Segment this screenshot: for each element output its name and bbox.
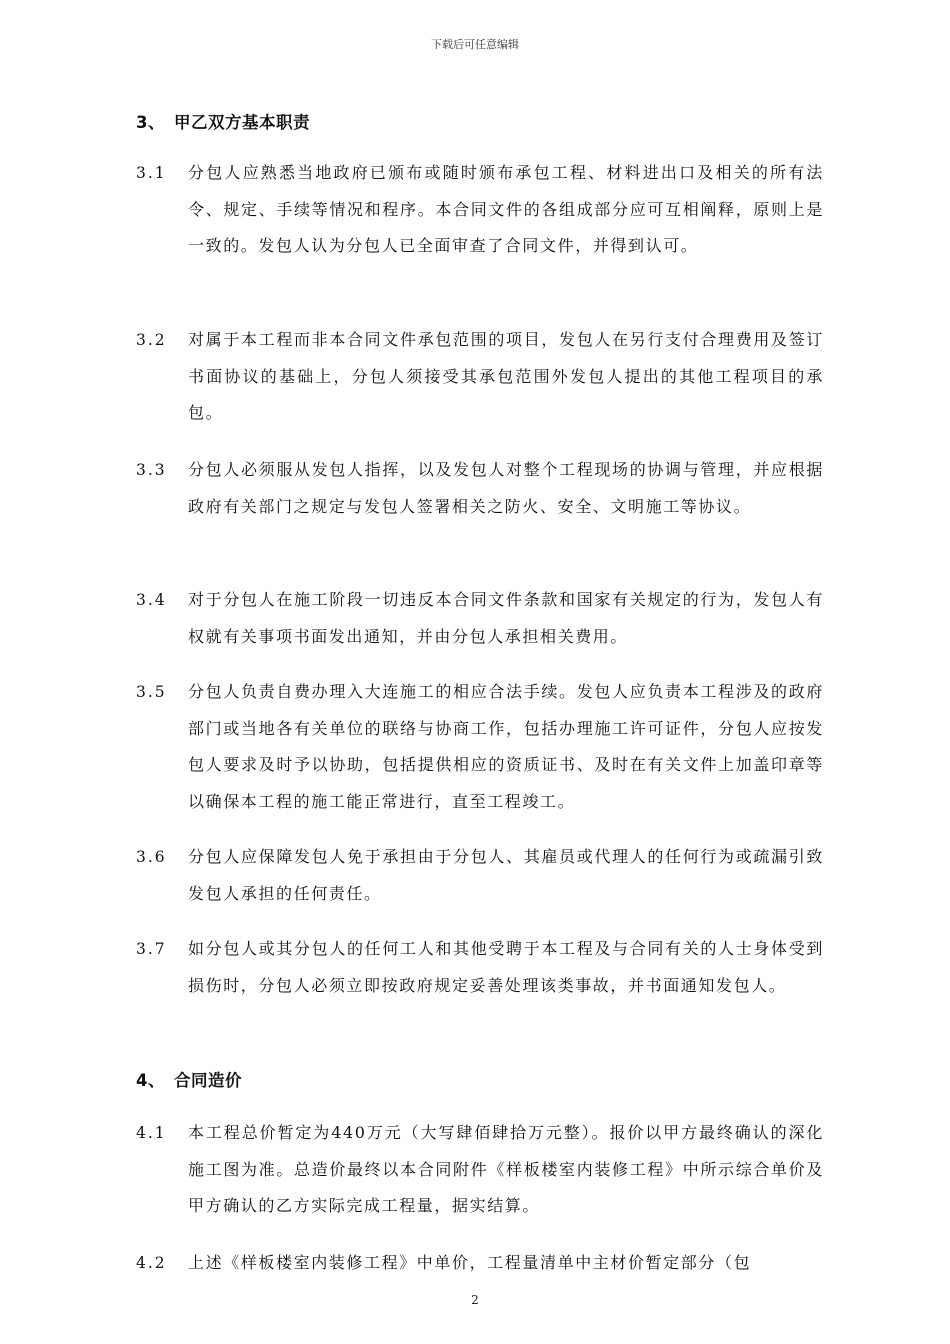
section-heading <box>136 1067 242 1091</box>
clause-text: 分包人应熟悉当地政府已颁布或随时颁布承包工程、材料进出口及相关的所有法令、规定、手续等情况和程序。本合同文件的各组成部分应可互相阐释，原则上是一致的。发包人认为分包人已全面审查了合同文件，并得到认可。 <box>188 163 824 255</box>
clause-text: 上述《样板楼室内装修工程》中单价，工程量清单中主材价暂定部分（包 <box>188 1253 752 1272</box>
clause-text: 分包人应保障发包人免于承担由于分包人、其雇员或代理人的任何行为或疏漏引致发包人承担的任何责任。 <box>188 847 824 903</box>
section-number: 3、 <box>136 113 165 132</box>
section-number: 4、 <box>136 1071 165 1090</box>
clause-number: 3.1 <box>136 164 167 182</box>
clause-number: 4.1 <box>136 1124 167 1142</box>
clause-text: 分包人负责自费办理入大连施工的相应合法手续。发包人应负责本工程涉及的政府部门或当地各有关单位的联络与协商工作，包括办理施工许可证件，分包人应按发包人要求及时予以协助，包括提供相应的资质证书、及时在有关文件上加盖印章等以确保本工程的施工能正常进行，直至工程竣工。 <box>188 682 824 811</box>
clause-number: 3.4 <box>136 591 167 609</box>
page-number: 2 <box>471 1293 479 1307</box>
clause-number: 3.7 <box>136 940 167 958</box>
clause-number: 3.3 <box>136 461 167 479</box>
page-header: 下载后可任意编辑 <box>431 38 519 51</box>
clause-text: 本工程总价暂定为440万元（大写肆佰肆拾万元整）。报价以甲方最终确认的深化施工图为准。总造价最终以本合同附件《样板楼室内装修工程》中所示综合单价及甲方确认的乙方实际完成工程量，据实结算。 <box>188 1123 824 1215</box>
clause-text: 分包人必须服从发包人指挥，以及发包人对整个工程现场的协调与管理，并应根据政府有关部门之规定与发包人签署相关之防火、安全、文明施工等协议。 <box>188 460 824 516</box>
clause-text: 对属于本工程而非本合同文件承包范围的项目，发包人在另行支付合理费用及签订书面协议的基础上，分包人须接受其承包范围外发包人提出的其他工程项目的承包。 <box>188 330 824 422</box>
section-title: 甲乙双方基本职责 <box>174 113 310 132</box>
clause-number: 3.5 <box>136 683 167 701</box>
clause-text: 如分包人或其分包人的任何工人和其他受聘于本工程及与合同有关的人士身体受到损伤时，分包人必须立即按政府规定妥善处理该类事故，并书面通知发包人。 <box>188 939 824 995</box>
clause-number: 3.2 <box>136 331 167 349</box>
section-title: 合同造价 <box>174 1071 242 1090</box>
clause-number: 4.2 <box>136 1254 167 1272</box>
section-heading <box>136 109 310 133</box>
clause-text: 对于分包人在施工阶段一切违反本合同文件条款和国家有关规定的行为，发包人有权就有关事项书面发出通知，并由分包人承担相关费用。 <box>188 590 824 646</box>
clause-number: 3.6 <box>136 848 167 866</box>
